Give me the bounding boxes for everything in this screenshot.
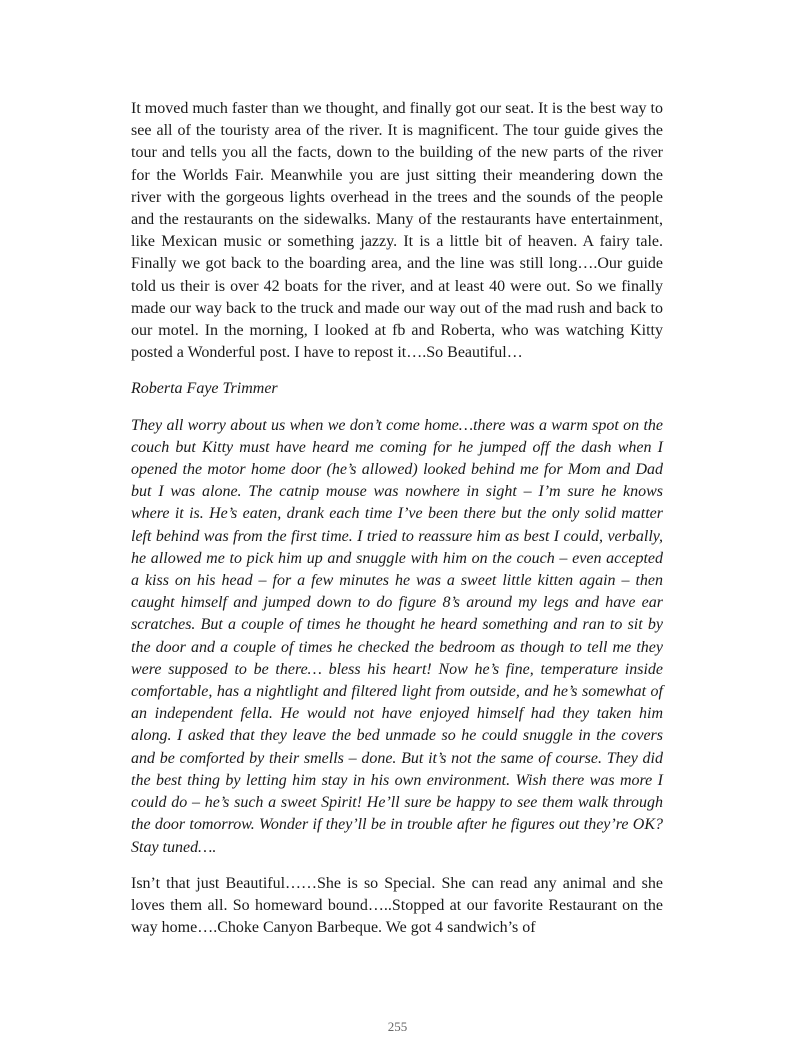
quote-author-name: Roberta Faye Trimmer — [131, 380, 278, 398]
quoted-post-text: They all worry about us when we don’t come home…there was a warm spot on the couch but Kitty must have heard me coming for he jumped off the dash when I opened the motor home door (he’s allowed) looked behind me for Mom and Dad but I was alone. The catnip mouse was nowhere in sight – I’m sure he knows where it is. He’s eaten, drank each time I’ve been there but the only solid matter left behind was from the first time. I tried to reassure him as best I could, verbally, he allowed me to pick him up and snuggle with him on the couch – even accepted a kiss on his head – for a few minutes he was a sweet little kitten again – then caught himself and jumped down to do figure 8’s around my legs and have ear scratches. But a couple of times he thought he heard something and ran to sit by the door and a couple of times he checked the bedroom as though to tell me they were supposed to be there… bless his heart! Now he’s fine, temperature inside comfortable, has a nightlight and filtered light from outside, and he’s somewhat of an independent fella. He would not have enjoyed himself had they taken him along. I asked that they leave the bed unmade so he could snuggle in the covers and be comforted by their smells – done. But it’s not the same of course. They did the best thing by letting him stay in his own environment. Wish there was more I could do – he’s such a sweet Spirit! He’ll sure be happy to see them walk through the door tomorrow. Wonder if they’ll be in trouble after he figures out they’re OK? Stay tuned…. — [131, 416, 663, 856]
body-paragraph-2: Isn’t that just Beautiful……She is so Special. She can read any animal and she loves them all. So homeward bound…..Stopped at our favorite Restaurant on the way home….Choke Canyon Barbeque. We got 4 sandwich’s of — [131, 874, 663, 937]
page-number: 255 — [387, 1019, 408, 1034]
body-paragraph-1: It moved much faster than we thought, and finally got our seat. It is the best way to see all of the touristy area of the river. It is magnificent. The tour guide gives the tour and tells you all the facts, down to the building of the new parts of the river for the Worlds Fair. Meanwhile you are just sitting their meandering down the river with the gorgeous lights overhead in the trees and the sounds of the people and the restaurants on the sidewalks. Many of the restaurants have entertainment, like Mexican music or something jazzy. It is a little bit of heaven. A fairy tale. Finally we got back to the boarding area, and the line was still long….Our guide told us their is over 42 boats for the river, and at least 40 were out. So we finally made our way back to the truck and made our way out of the mad rush and back to our motel. In the morning, I looked at fb and Roberta, who was watching Kitty posted a Wonderful post. I have to repost it….So Beautiful… — [131, 100, 663, 362]
page-body — [131, 98, 663, 939]
